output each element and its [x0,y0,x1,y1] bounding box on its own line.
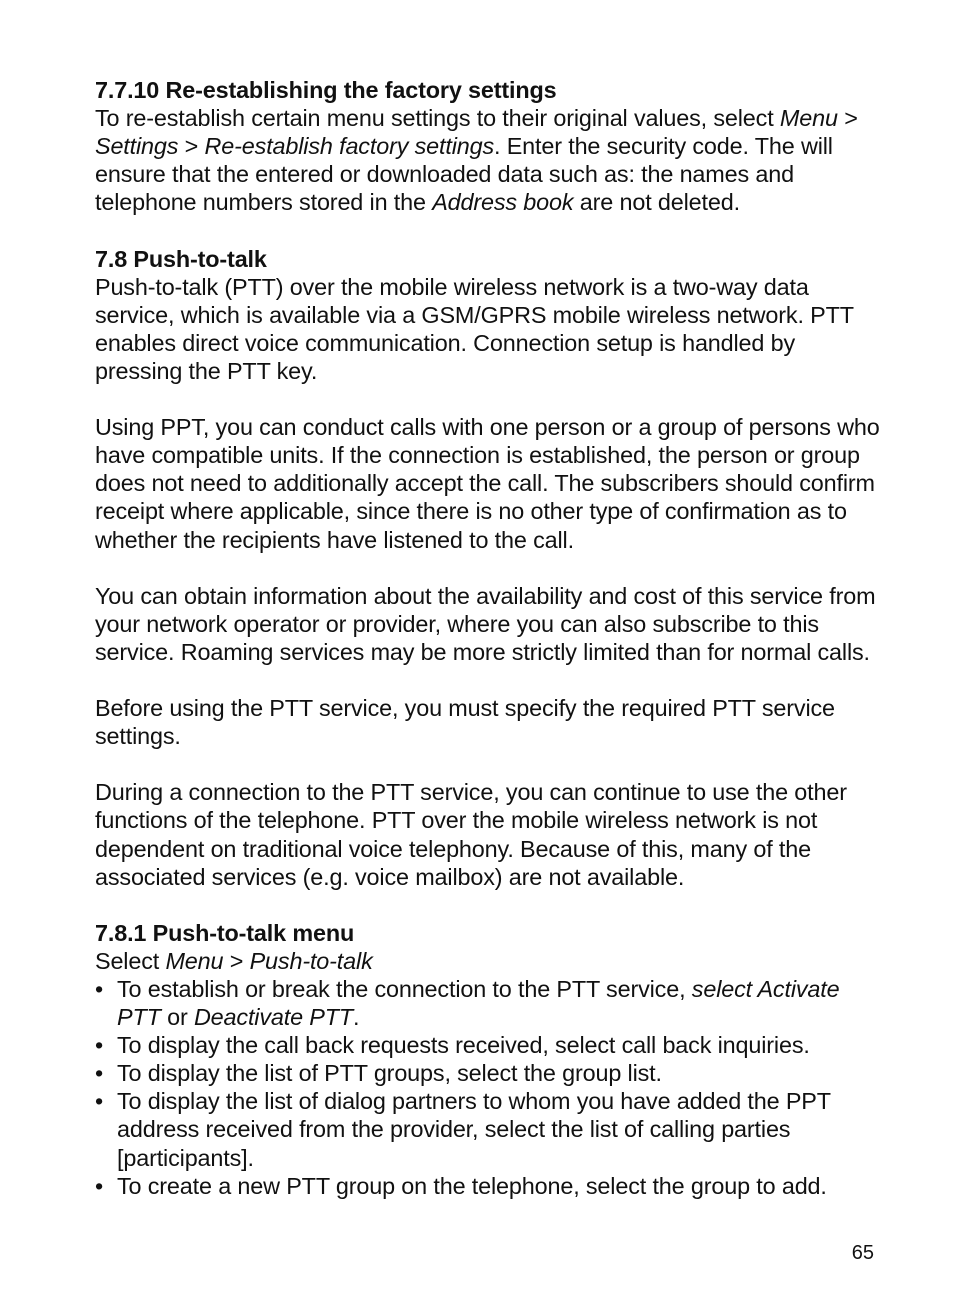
text-run: . Enter the security code. The will ensure that the entered or downloaded data such as: the names and telephone numbers stored in the [95,133,833,216]
list-item [95,1059,885,1087]
list-item [95,1087,885,1171]
section-heading-7-7-10: 7.7.10 Re-establishing the factory settings [95,77,557,103]
ptt-paragraph-3: You can obtain information about the availability and cost of this service from your network operator or provider, where you can also subscribe to this service. Roaming services may be more strictly limited than for normal calls. [95,582,876,665]
bullet-icon: • [95,976,104,1002]
section-heading-7-8: 7.8 Push-to-talk [95,245,267,272]
ptt-paragraph-5: During a connection to the PTT service, you can continue to use the other functions of the telephone. PTT over the mobile wireless network is not dependent on traditional voice telephony. Because of this, many of the associated services (e.g. voice mailbox) are not available. [95,779,847,890]
text-run: . [353,1004,360,1031]
factory-settings-paragraph [95,104,885,216]
bullet-icon: • [95,1088,104,1115]
text-run: To establish or break the connection to the PTT service, [117,976,692,1002]
text-run: > [178,133,205,160]
list-item-text: To display the list of dialog partners to whom you have added the PPT address received from the provider, select the list of calling parties [participants]. [117,1088,831,1171]
bullet-icon: • [95,1060,104,1087]
list-item-text: To display the list of PTT groups, select the group list. [117,1060,662,1087]
deactivate-ptt-term: Deactivate PTT [193,1004,354,1031]
ptt-paragraph-2: Using PPT, you can conduct calls with one person or a group of persons who have compatible units. If the connection is established, the person or group does not need to additionally accept the call. The subscribers should confirm receipt where applicable, since there is no other type of confirmation as to whether the recipients have listened to the call. [95,414,880,553]
list-item [95,975,885,1031]
bullet-icon: • [95,1032,104,1059]
text-run: > [837,105,858,132]
document-page [95,76,885,1200]
menu-path-settings: Settings [95,133,179,160]
list-item-text: To create a new PTT group on the telephone, select the group to add. [117,1172,827,1199]
bullet-icon: • [95,1172,104,1199]
activate-ptt-term: select Activate PTT [117,976,840,1031]
select-menu-line [95,947,885,975]
menu-path-push-to-talk: Push-to-talk [249,947,373,974]
section-heading-7-8-1: 7.8.1 Push-to-talk menu [95,919,355,946]
list-item-text: To display the call back requests received, select call back inquiries. [117,1032,810,1059]
text-run: > [223,947,250,974]
menu-path-menu: Menu [165,947,224,974]
ptt-menu-list [95,975,885,1200]
text-run: Select [95,947,166,974]
menu-path-reestablish: Re-establish factory settings [204,133,495,160]
text-run: or [160,1004,194,1031]
list-item [95,1172,885,1200]
address-book-term: Address book [432,189,574,216]
page-number: 65 [851,1242,874,1264]
text-run: To re-establish certain menu settings to their original values, select [95,105,780,132]
text-run: are not deleted. [573,189,740,216]
list-item [95,1031,885,1059]
ptt-paragraph-1: Push-to-talk (PTT) over the mobile wireless network is a two-way data service, which is available via a GSM/GPRS mobile wireless network. PTT enables direct voice communication. Connection setup is handled by pressing the PTT key. [95,273,854,384]
menu-path-menu: Menu [779,105,838,132]
ptt-paragraph-4: Before using the PTT service, you must specify the required PTT service settings. [95,695,835,750]
